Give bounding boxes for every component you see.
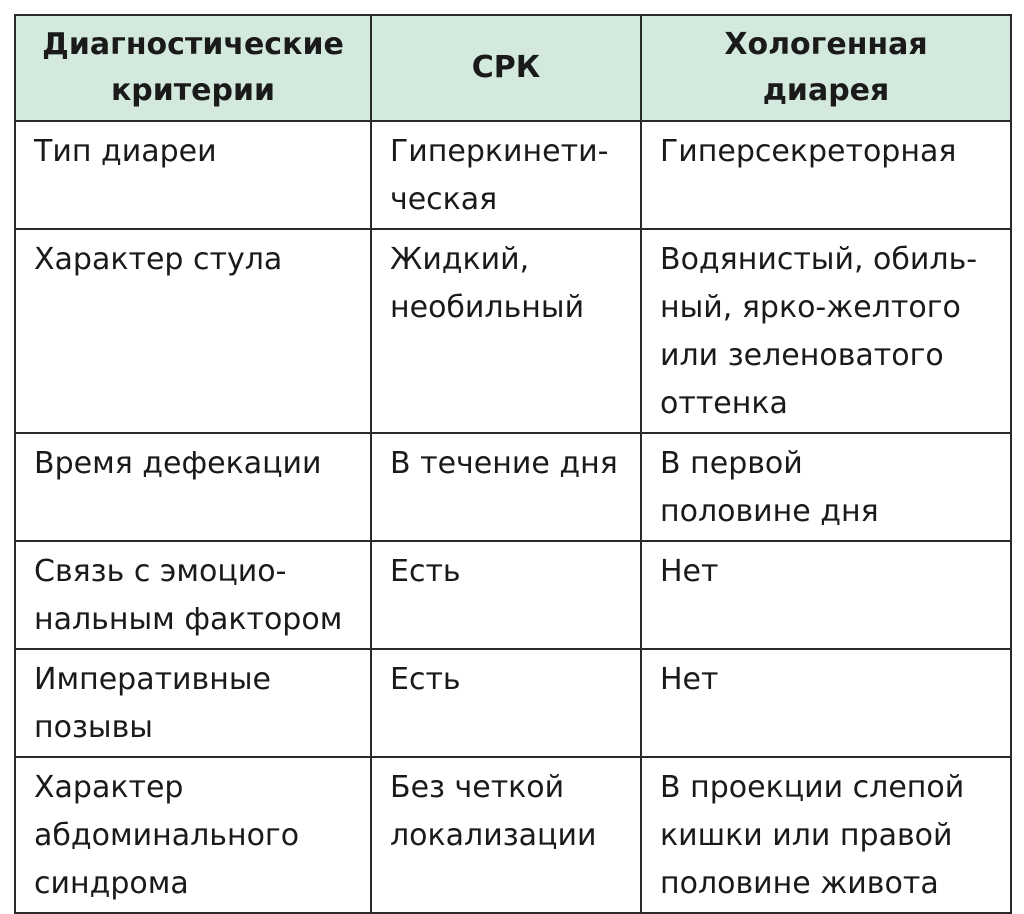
header-criteria-label: Диагностические критерии <box>42 27 344 108</box>
table-cell <box>641 121 1011 229</box>
comparison-table-container <box>14 14 1010 901</box>
table-cell <box>15 649 371 757</box>
table-row <box>15 229 1011 433</box>
table-cell <box>15 433 371 541</box>
cell-text: Нет <box>660 662 719 697</box>
cell-text: Характер абдоминального синдрома <box>34 770 300 901</box>
table-cell <box>371 649 641 757</box>
table-body <box>15 121 1011 913</box>
table-cell <box>15 229 371 433</box>
table-cell <box>641 757 1011 913</box>
table-cell <box>371 757 641 913</box>
cell-text: Императивные позывы <box>34 662 271 745</box>
cell-text: Есть <box>390 554 461 589</box>
cell-text: Нет <box>660 554 719 589</box>
table-cell <box>15 757 371 913</box>
table-cell <box>641 433 1011 541</box>
header-criteria <box>15 15 371 121</box>
table-cell <box>371 229 641 433</box>
table-cell <box>641 649 1011 757</box>
table-row <box>15 433 1011 541</box>
header-chologenic-diarrhea-label: Хологенная диарея <box>724 27 928 108</box>
cell-text: В течение дня <box>390 446 618 481</box>
cell-text: Гиперсекреторная <box>660 134 957 169</box>
table-cell <box>641 229 1011 433</box>
cell-text: Гиперкинети- ческая <box>390 134 609 217</box>
header-row <box>15 15 1011 121</box>
table-cell <box>371 433 641 541</box>
table-row <box>15 541 1011 649</box>
table-cell <box>15 121 371 229</box>
cell-text: Тип диареи <box>34 134 217 169</box>
table-row <box>15 757 1011 913</box>
cell-text: Связь с эмоцио- нальным фактором <box>34 554 343 637</box>
cell-text: Время дефекации <box>34 446 322 481</box>
cell-text: Водянистый, обиль- ный, ярко-желтого или зеленоватого оттенка <box>660 242 978 421</box>
cell-text: В проекции слепой кишки или правой половине живота <box>660 770 965 901</box>
table-cell <box>641 541 1011 649</box>
cell-text: В первой половине дня <box>660 446 879 529</box>
table-cell <box>371 121 641 229</box>
cell-text: Характер стула <box>34 242 283 277</box>
comparison-table <box>14 14 1012 914</box>
cell-text: Без четкой локализации <box>390 770 597 853</box>
header-ibs <box>371 15 641 121</box>
header-chologenic-diarrhea <box>641 15 1011 121</box>
cell-text: Есть <box>390 662 461 697</box>
table-row <box>15 649 1011 757</box>
table-cell <box>371 541 641 649</box>
table-row <box>15 121 1011 229</box>
table-header <box>15 15 1011 121</box>
header-ibs-label: СРК <box>471 50 541 85</box>
cell-text: Жидкий, необильный <box>390 242 585 325</box>
table-cell <box>15 541 371 649</box>
